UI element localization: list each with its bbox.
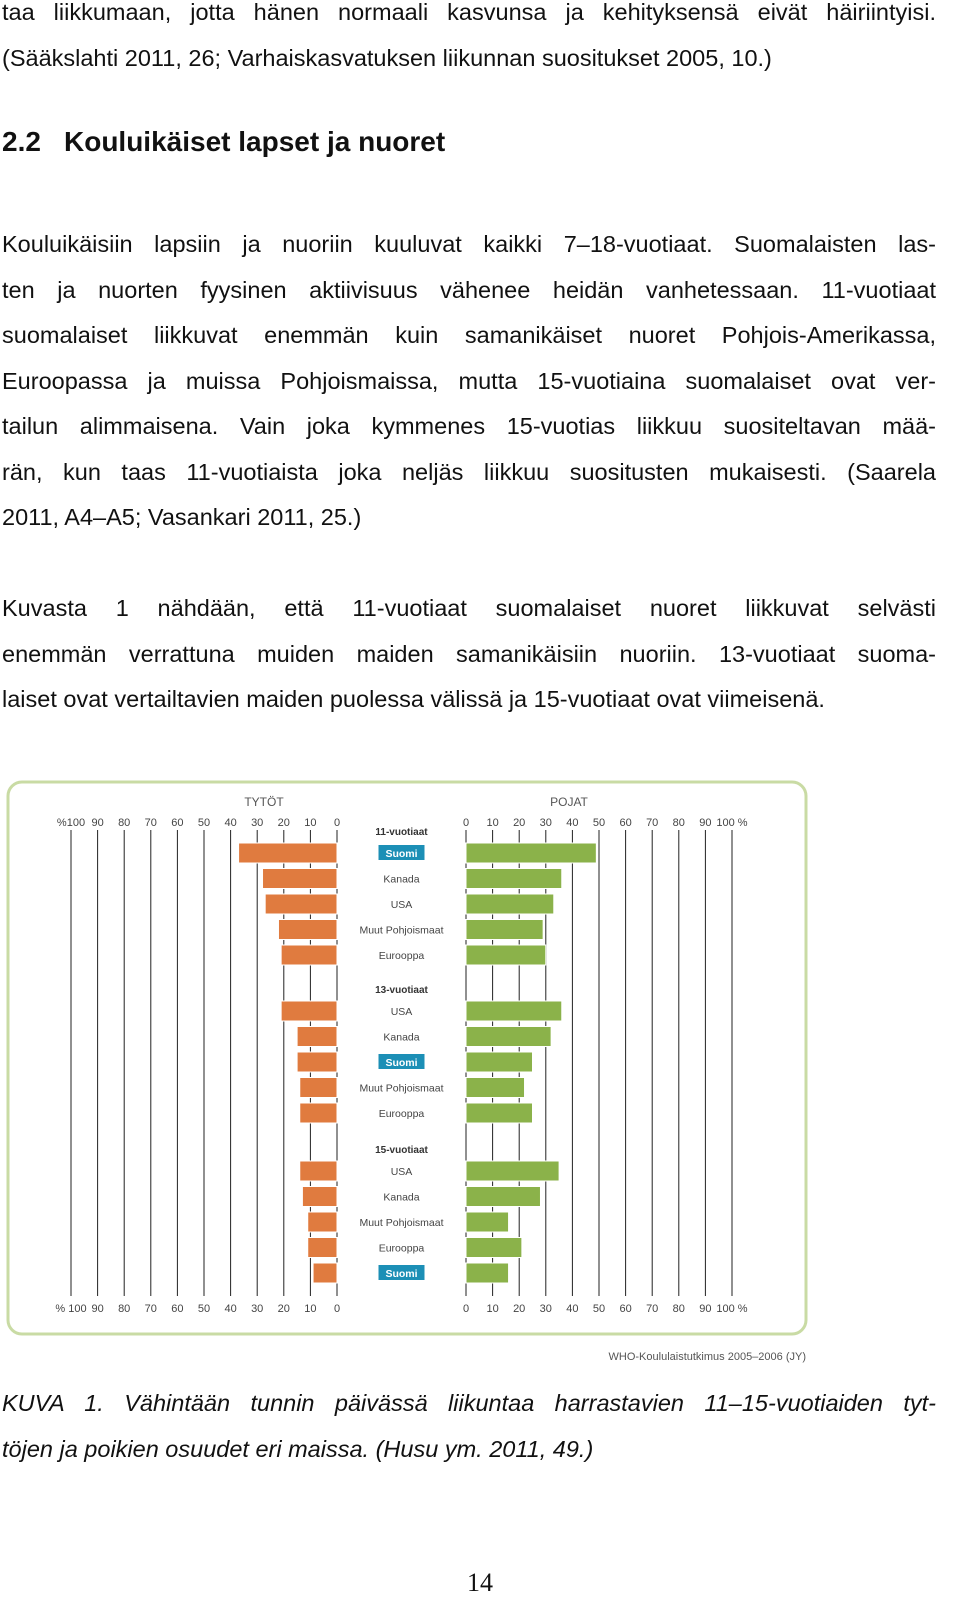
figure-caption xyxy=(2,1380,936,1472)
country-label: Kanada xyxy=(383,1031,420,1044)
section-title: Kouluikäiset lapset ja nuoret xyxy=(64,126,446,157)
bar-boys xyxy=(466,1103,533,1123)
tick-label-left-bottom: 60 xyxy=(171,1303,184,1315)
tick-label-left-bottom: 10 xyxy=(304,1303,317,1315)
tick-label-left-bottom: 30 xyxy=(251,1303,264,1315)
tick-label-left-bottom: 90 xyxy=(91,1303,104,1315)
country-label: Suomi xyxy=(385,1268,418,1280)
bar-boys xyxy=(466,869,562,889)
tick-label-right-top: 0 xyxy=(462,817,470,829)
bar-girls xyxy=(265,894,337,914)
figure-chart xyxy=(0,778,830,1368)
tick-label-left-top: 70 xyxy=(144,817,157,829)
text-line: suomalaiset liikkuvat enemmän kuin samanikäiset nuoret Pohjois-Amerikassa, xyxy=(2,322,936,348)
text-line: Kouluikäisiin lapsiin ja nuoriin kuuluvat kaikki 7–18-vuotiaat. Suomalaisten las- xyxy=(2,231,936,257)
country-label: Kanada xyxy=(383,873,420,886)
country-label: Suomi xyxy=(385,848,418,860)
country-label: Eurooppa xyxy=(378,950,425,962)
tick-label-right-bottom: 0 xyxy=(462,1303,470,1315)
age-group-label: 15-vuotiaat xyxy=(375,1145,428,1156)
country-label: Eurooppa xyxy=(378,1108,425,1120)
tick-label-right-bottom: 30 xyxy=(539,1303,552,1315)
tick-label-right-top: 40 xyxy=(566,817,579,829)
text-line: enemmän verrattuna muiden maiden samanikäisiin nuoriin. 13-vuotiaat suoma- xyxy=(2,640,936,667)
tick-label-right-top: 10 xyxy=(486,817,499,829)
tick-label-right-top: 30 xyxy=(539,817,552,829)
text-line: 2011, A4–A5; Vasankari 2011, 25.) xyxy=(2,504,362,530)
tick-label-left-bottom: 70 xyxy=(144,1303,157,1315)
country-label: Muut Pohjoismaat xyxy=(359,924,444,937)
bar-girls xyxy=(263,869,337,889)
age-group-label: 13-vuotiaat xyxy=(375,985,428,996)
bar-girls xyxy=(239,843,337,863)
tick-label-left-top: 0 xyxy=(333,817,341,829)
tick-label-left-top: 90 xyxy=(91,817,104,829)
tick-label-left-bottom: 20 xyxy=(277,1303,290,1315)
bar-girls xyxy=(278,920,337,940)
text-line: taa liikkumaan, jotta hänen normaali kasvunsa ja kehityksensä eivät häiriintyisi. xyxy=(2,0,936,25)
tick-label-left-bottom: 50 xyxy=(197,1303,211,1315)
section-heading xyxy=(2,126,445,158)
country-label: USA xyxy=(390,899,413,911)
tick-label-right-bottom: 10 xyxy=(486,1303,499,1315)
bar-chart xyxy=(0,778,830,1368)
text-line: tailun alimmaisena. Vain joka kymmenes 15-vuotias liikkuu suositeltavan mää- xyxy=(2,413,936,439)
tick-label-right-bottom: 90 xyxy=(699,1303,712,1315)
tick-label-right-bottom: 40 xyxy=(566,1303,579,1315)
tick-label-right-bottom: 20 xyxy=(513,1303,526,1315)
bar-boys xyxy=(466,945,546,965)
tick-label-right-top: 60 xyxy=(619,817,632,829)
tick-label-right-bottom: 60 xyxy=(619,1303,632,1315)
caption-line: töjen ja poikien osuudet eri maissa. (Husu ym. 2011, 49.) xyxy=(2,1436,594,1462)
section-number: 2.2 xyxy=(2,126,41,157)
bar-girls xyxy=(297,1027,337,1047)
bar-boys xyxy=(466,1052,533,1072)
tick-label-left-top: 10 xyxy=(304,817,317,829)
text-line: Kuvasta 1 nähdään, että 11-vuotiaat suomalaiset nuoret liikkuvat selvästi xyxy=(2,595,936,621)
bar-girls xyxy=(302,1187,337,1207)
bar-girls xyxy=(313,1263,337,1283)
tick-label-right-top: 20 xyxy=(513,817,526,829)
chart-source: WHO-Koululaistutkimus 2005–2006 (JY) xyxy=(608,1351,806,1363)
country-label: USA xyxy=(390,1166,413,1178)
bar-boys xyxy=(466,1001,562,1021)
text-line: Euroopassa ja muissa Pohjoismaissa, mutta 15-vuotiaina suomalaiset ovat ver- xyxy=(2,367,936,394)
text-line: laiset ovat vertailtavien maiden puolessa välissä ja 15-vuotiaat ovat viimeisenä. xyxy=(2,686,825,712)
tick-label-right-bottom: 80 xyxy=(672,1303,685,1315)
country-label: Eurooppa xyxy=(378,1242,425,1255)
bar-boys xyxy=(466,894,554,914)
tick-label-left-top: 30 xyxy=(251,817,264,829)
tick-label-left-bottom: % 100 xyxy=(55,1303,87,1315)
country-label: Muut Pohjoismaat xyxy=(359,1082,444,1095)
tick-label-right-top: 70 xyxy=(646,817,659,829)
paragraph-continued xyxy=(2,0,936,81)
tick-label-left-top: %100 xyxy=(56,817,86,829)
country-label: USA xyxy=(390,1006,413,1018)
bar-boys xyxy=(466,920,543,940)
tick-label-left-top: 40 xyxy=(224,817,237,829)
tick-label-left-top: 20 xyxy=(277,817,290,829)
tick-label-right-top: 50 xyxy=(592,817,606,829)
tick-label-right-bottom: 100 % xyxy=(716,1303,748,1315)
bar-boys xyxy=(466,1161,559,1181)
right-side-title: POJAT xyxy=(550,795,588,809)
bar-girls xyxy=(297,1052,337,1072)
tick-label-right-bottom: 50 xyxy=(592,1303,606,1315)
bar-girls xyxy=(308,1238,337,1258)
bar-girls xyxy=(281,945,337,965)
country-label: Kanada xyxy=(383,1191,420,1204)
age-group-label: 11-vuotiaat xyxy=(375,827,428,838)
bar-boys xyxy=(466,843,596,863)
country-label: Suomi xyxy=(385,1057,418,1069)
bar-boys xyxy=(466,1078,525,1098)
text-line: (Sääkslahti 2011, 26; Varhaiskasvatuksen liikunnan suositukset 2005, 10.) xyxy=(2,44,772,71)
bar-girls xyxy=(300,1103,337,1123)
paragraph-1 xyxy=(2,222,936,541)
country-label: Muut Pohjoismaat xyxy=(359,1217,444,1229)
bar-boys xyxy=(466,1238,522,1258)
tick-label-left-bottom: 0 xyxy=(333,1303,341,1315)
text-line: ten ja nuorten fyysinen aktiivisuus vähenee heidän vanhetessaan. 11-vuotiaat xyxy=(2,276,936,303)
tick-label-left-bottom: 40 xyxy=(224,1303,237,1315)
bar-boys xyxy=(466,1263,509,1283)
page-number: 14 xyxy=(467,1568,493,1597)
bar-girls xyxy=(300,1161,337,1181)
tick-label-right-top: 100 % xyxy=(716,817,748,829)
bar-boys xyxy=(466,1212,509,1232)
text-line: rän, kun taas 11-vuotiaista joka neljäs liikkuu suositusten mukaisesti. (Saarela xyxy=(2,458,936,485)
tick-label-left-top: 60 xyxy=(171,817,184,829)
tick-label-right-top: 90 xyxy=(699,817,712,829)
left-side-title: TYTÖT xyxy=(244,795,284,809)
tick-label-left-top: 80 xyxy=(118,817,131,829)
bar-boys xyxy=(466,1187,540,1207)
bar-boys xyxy=(466,1027,551,1047)
bar-girls xyxy=(300,1078,337,1098)
tick-label-left-top: 50 xyxy=(197,817,211,829)
tick-label-right-top: 80 xyxy=(672,817,685,829)
paragraph-2 xyxy=(2,586,936,723)
tick-label-right-bottom: 70 xyxy=(646,1303,659,1315)
caption-line: KUVA 1. Vähintään tunnin päivässä liikuntaa harrastavien 11–15-vuotiaiden tyt- xyxy=(2,1390,936,1416)
tick-label-left-bottom: 80 xyxy=(118,1303,131,1315)
bar-girls xyxy=(308,1212,337,1232)
bar-girls xyxy=(281,1001,337,1021)
